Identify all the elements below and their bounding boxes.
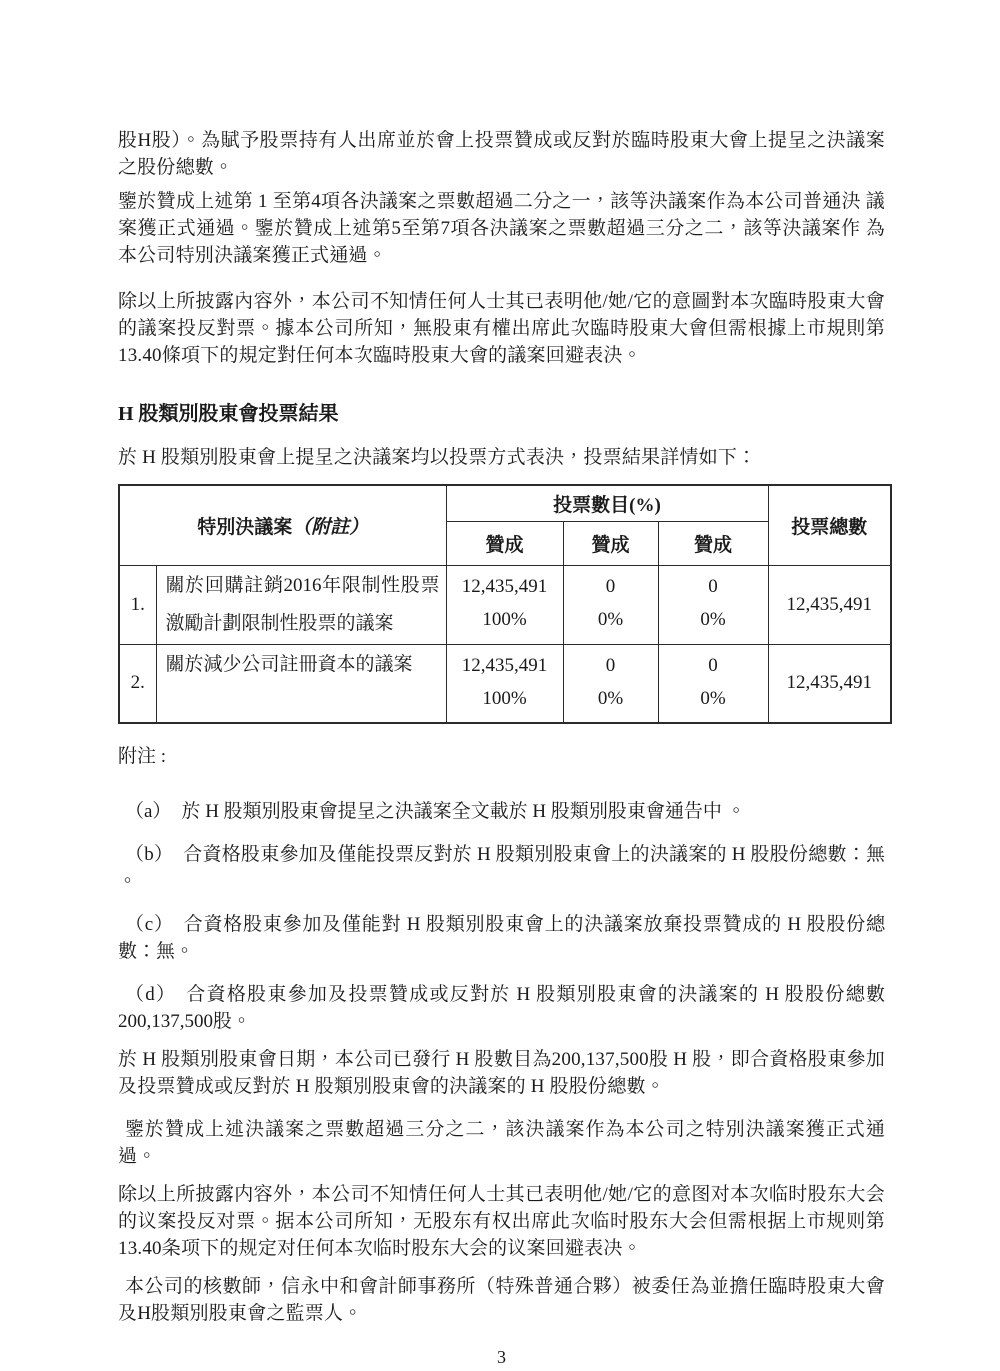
- row-votes-against: [563, 644, 658, 723]
- vote-percent: 100%: [482, 687, 527, 709]
- vote-count: 0: [708, 655, 718, 677]
- table-subheader-for: 贊成: [446, 521, 563, 565]
- vote-count: 12,435,491: [461, 655, 548, 677]
- note-text: 合資格股東參加及僅能對 H 股類別股東會上的決議案放棄投票贊成的 H 股股份總數：無。: [118, 914, 885, 962]
- table-subheader-for: 贊成: [658, 521, 768, 565]
- vote-count: 0: [605, 655, 616, 677]
- vote-count: 12,435,491: [461, 576, 548, 598]
- vote-percent: 0%: [700, 608, 726, 630]
- table-header-resolution-label: 特別決議案: [197, 516, 293, 538]
- notes-heading: 附注 :: [118, 746, 167, 767]
- note-c: [118, 911, 885, 965]
- note-b: [118, 841, 885, 895]
- paragraph-no-abstention-egm: 除以上所披露內容外，本公司不知情任何人士其已表明他/她/它的意圖對本次臨時股東大會的議案投反對票。據本公司所知，無股東有權出席此次臨時股東大會但需根據上市規則第13.40條項下的規定對任何本次臨時股東大會的議案回避表決。: [118, 291, 885, 366]
- note-text: 於 H 股類別股東會提呈之決議案全文載於 H 股類別股東會通告中 。: [181, 801, 746, 822]
- vote-percent: 100%: [482, 608, 527, 630]
- vote-percent: 0%: [597, 687, 624, 709]
- table-header-resolution-note: （附註）: [292, 516, 369, 538]
- row-proposal: 關於回購註銷2016年限制性股票激勵計劃限制性股票的議案: [156, 565, 446, 644]
- row-total-votes: 12,435,491: [768, 565, 891, 644]
- section-heading: H 股類別股東會投票結果: [118, 403, 339, 425]
- paragraph-no-abstention-class-meeting: 除以上所披露内容外，本公司不知情任何人士其已表明他/她/它的意图对本次临时股东大会的议案投反对票。据本公司所知，无股东有权出席此次临时股东大会但需根据上市规则第13.40条项下的规定对任何本次临时股东大会的议案回避表决。: [118, 1184, 885, 1259]
- note-text: 合資格股東參加及投票贊成或反對於 H 股類別股東會的決議案的 H 股股份總數200,137,500股。: [118, 984, 885, 1032]
- vote-percent: 0%: [700, 687, 726, 709]
- row-proposal: 關於減少公司註冊資本的議案: [156, 644, 446, 723]
- table-header-total: 投票總數: [768, 485, 891, 565]
- paragraph-ordinary-resolutions-passed: 鑒於贊成上述第 1 至第4項各決議案之票數超過二分之一，該等決議案作為本公司普通決 議案獲正式通過。鑒於贊成上述第5至第7項各決議案之票數超過三分之二，該等決議案作 為本公司特別決議案獲正式通過。: [118, 191, 885, 266]
- table-header-resolution: [119, 485, 446, 565]
- paragraph-scrutineer: 本公司的核數師，信永中和會計師事務所（特殊普通合夥）被委任為並擔任臨時股東大會及H股類別股東會之監票人。: [118, 1276, 885, 1324]
- row-total-votes: 12,435,491: [768, 644, 891, 723]
- paragraph-special-resolution-passed: 鑒於贊成上述決議案之票數超過三分之二，該決議案作為本公司之特別決議案獲正式通過。: [118, 1119, 885, 1167]
- table-subheader-for: 贊成: [563, 521, 658, 565]
- row-votes-against: [563, 565, 658, 644]
- row-number: 1.: [119, 565, 156, 644]
- note-a: [118, 798, 885, 825]
- vote-count: 0: [708, 576, 718, 598]
- vote-percent: 0%: [597, 608, 624, 630]
- note-label: （c）: [125, 914, 174, 935]
- table-header-votes: 投票數目(%): [446, 485, 768, 521]
- note-label: （a）: [125, 801, 172, 822]
- table-row: [119, 644, 891, 723]
- note-text: 合資格股東參加及僅能投票反對於 H 股類別股東會上的決議案的 H 股股份總數：無 。: [118, 844, 885, 892]
- row-votes-for: [446, 565, 563, 644]
- paragraph-h-shares-issued: 於 H 股類別股東會日期，本公司已發行 H 股數目為200,137,500股 H 股，即合資格股東參加及投票贊成或反對於 H 股類別股東會的決議案的 H 股股份總數。: [118, 1049, 885, 1097]
- voting-results-table: [118, 484, 892, 724]
- row-votes-for: [446, 644, 563, 723]
- row-number: 2.: [119, 644, 156, 723]
- row-votes-abstain: [658, 565, 768, 644]
- page-number: 3: [497, 1347, 506, 1367]
- table-row: [119, 565, 891, 644]
- paragraph-continuation: 股H股）。為賦予股票持有人出席並於會上投票贊成或反對於臨時股東大會上提呈之決議案之股份總數。: [118, 130, 885, 178]
- note-d: [118, 981, 885, 1035]
- row-votes-abstain: [658, 644, 768, 723]
- vote-count: 0: [605, 576, 616, 598]
- note-label: （b）: [125, 844, 174, 865]
- section-intro: 於 H 股類別股東會上提呈之決議案均以投票方式表決，投票結果詳情如下：: [118, 447, 757, 468]
- note-label: （d）: [125, 984, 177, 1005]
